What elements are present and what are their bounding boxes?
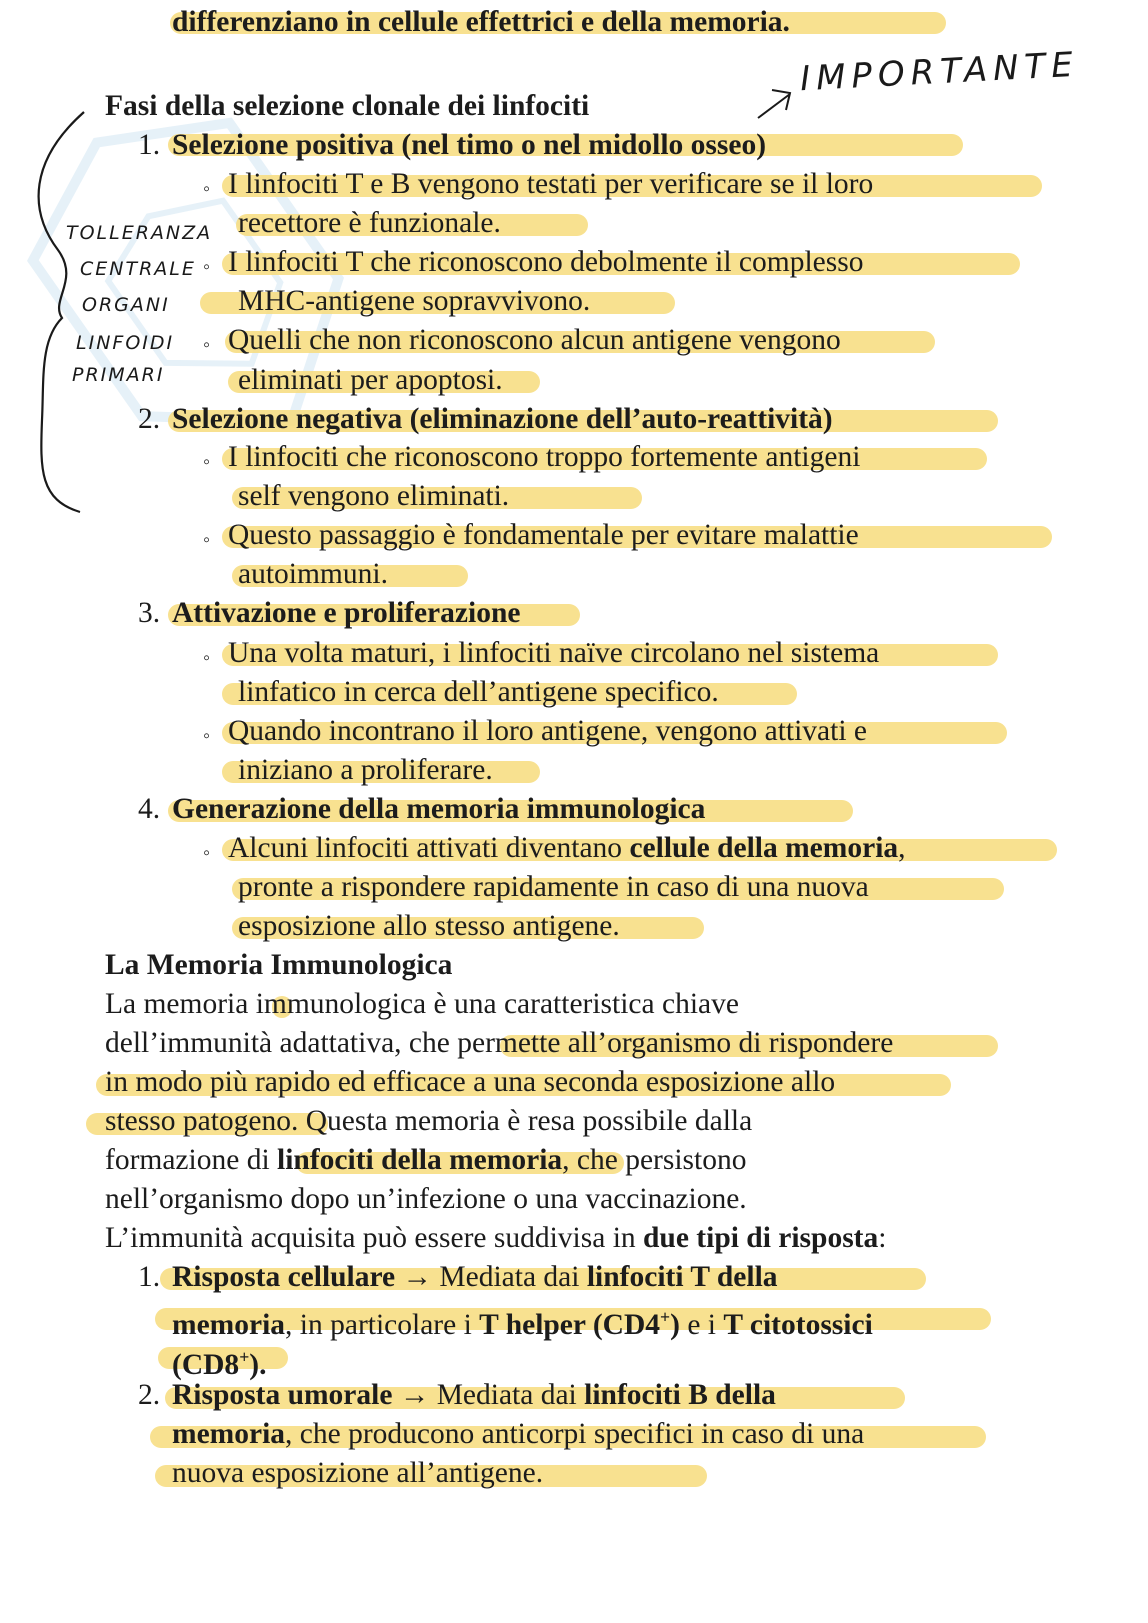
annotation-side-3: ORGANI (82, 294, 170, 316)
bullet-line: Quando incontrano il loro antigene, vengono attivati e (228, 715, 867, 747)
annotation-side-4: LINFOIDI (76, 332, 175, 354)
bullet-line: self vengono eliminati. (238, 480, 510, 512)
bullet-line: I linfociti T e B vengono testati per verificare se il loro (228, 168, 874, 200)
bullet-icon: ◦ (203, 256, 211, 278)
bullet-line: recettore è funzionale. (238, 207, 501, 239)
bullet-icon: ◦ (203, 451, 211, 473)
bullet-line: I linfociti che riconoscono troppo fortemente antigeni (228, 441, 861, 473)
response-number: 2. (138, 1379, 161, 1411)
bullet-line: autoimmuni. (238, 558, 388, 590)
response-number: 1. (138, 1261, 161, 1293)
paragraph-line: formazione di linfociti della memoria, che persistono (105, 1144, 747, 1176)
section-title-selection: Fasi della selezione clonale dei linfociti (105, 90, 590, 122)
phase-title: Selezione negativa (eliminazione dell’auto-reattività) (172, 403, 833, 435)
annotation-side-2: CENTRALE (80, 258, 196, 280)
paragraph-line: dell’immunità adattativa, che permette all’organismo di rispondere (105, 1027, 894, 1059)
bullet-icon: ◦ (203, 529, 211, 551)
paragraph-line: in modo più rapido ed efficace a una seconda esposizione allo (105, 1066, 836, 1098)
phase-number: 3. (138, 597, 161, 629)
phase-number: 1. (138, 129, 161, 161)
annotation-side-5: PRIMARI (72, 364, 165, 386)
phase-number: 4. (138, 793, 161, 825)
paragraph-line: L’immunità acquisita può essere suddivisa in due tipi di risposta: (105, 1222, 887, 1254)
paragraph-line: nell’organismo dopo un’infezione o una vaccinazione. (105, 1183, 747, 1215)
bullet-line: Una volta maturi, i linfociti naïve circolano nel sistema (228, 637, 880, 669)
response-line: (CD8+). (172, 1347, 267, 1381)
bullet-icon: ◦ (203, 178, 211, 200)
bullet-icon: ◦ (203, 334, 211, 356)
paragraph-line: La memoria immunologica è una caratteristica chiave (105, 988, 739, 1020)
section-title-memory: La Memoria Immunologica (105, 949, 453, 981)
annotation-side-1: TOLLERANZA (66, 222, 213, 244)
bullet-line: iniziano a proliferare. (238, 754, 493, 786)
response-line: memoria, in particolare i T helper (CD4+) e i T citotossici (172, 1307, 873, 1341)
bullet-line: I linfociti T che riconoscono debolmente il complesso (228, 246, 864, 278)
bullet-line: Quelli che non riconoscono alcun antigene vengono (228, 324, 841, 356)
bullet-line: pronte a rispondere rapidamente in caso di una nuova (238, 871, 869, 903)
phase-title: Selezione positiva (nel timo o nel midollo osseo) (172, 129, 767, 161)
response-line: Risposta umorale → Mediata dai linfociti B della (172, 1379, 776, 1411)
bullet-line: Questo passaggio è fondamentale per evitare malattie (228, 519, 859, 551)
annotation-important: IMPORTANTE (799, 44, 1080, 100)
paragraph-line: stesso patogeno. Questa memoria è resa possibile dalla (105, 1105, 753, 1137)
bullet-icon: ◦ (203, 725, 211, 747)
phase-title: Generazione della memoria immunologica (172, 793, 706, 825)
top-line: differenziano in cellule effettrici e della memoria. (172, 6, 790, 38)
response-line: Risposta cellulare → Mediata dai linfociti T della (172, 1261, 778, 1293)
bullet-line: esposizione allo stesso antigene. (238, 910, 620, 942)
response-line: memoria, che producono anticorpi specifici in caso di una (172, 1418, 865, 1450)
bullet-icon: ◦ (203, 647, 211, 669)
response-line: nuova esposizione all’antigene. (172, 1457, 544, 1489)
bullet-line: MHC-antigene sopravvivono. (238, 285, 591, 317)
phase-number: 2. (138, 403, 161, 435)
bullet-line: Alcuni linfociti attivati diventano cellule della memoria, (228, 832, 906, 864)
phase-title: Attivazione e proliferazione (172, 597, 521, 629)
bullet-line: linfatico in cerca dell’antigene specifico. (238, 676, 719, 708)
bullet-line: eliminati per apoptosi. (238, 364, 503, 396)
bullet-icon: ◦ (203, 842, 211, 864)
